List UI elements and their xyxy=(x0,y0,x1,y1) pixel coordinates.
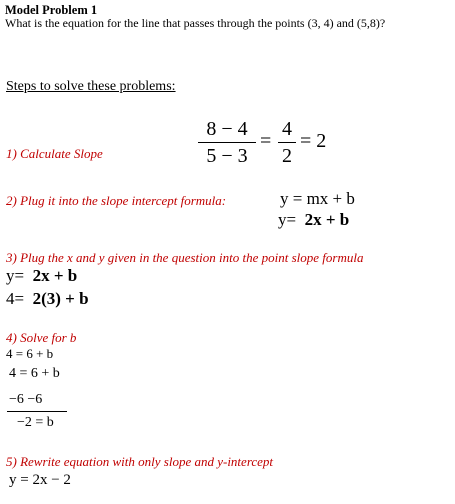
formula-y: y= xyxy=(278,210,297,229)
frac1-numerator: 8 − 4 xyxy=(206,118,248,140)
frac1-denominator: 5 − 3 xyxy=(206,145,248,167)
slope-fraction-1 xyxy=(198,118,256,167)
steps-heading: Steps to solve these problems: xyxy=(6,79,176,94)
solve-line2: 4 = 6 + b xyxy=(9,366,60,381)
frac2-numerator: 4 xyxy=(282,118,292,140)
frac2-denominator: 2 xyxy=(282,145,292,167)
point-formula-line1 xyxy=(6,266,77,286)
slope-fraction-2 xyxy=(278,118,296,167)
step1-label: 1) Calculate Slope xyxy=(6,146,103,161)
formula-with-slope xyxy=(278,210,349,230)
slope-result: = 2 xyxy=(300,130,327,152)
solve-divider xyxy=(7,411,67,412)
solve-line4: −2 = b xyxy=(17,415,54,430)
step3-label: 3) Plug the x and y given in the question into the point slope formula xyxy=(6,250,364,265)
point-formula-four: 4= xyxy=(6,289,25,308)
frac2-bar xyxy=(278,142,296,143)
solve-line1: 4 = 6 + b xyxy=(6,346,54,361)
step5-label: 5) Rewrite equation with only slope and y-intercept xyxy=(6,454,274,469)
equals-sign-1: = xyxy=(260,130,272,152)
point-formula-substituted: 2(3) + b xyxy=(32,289,89,308)
frac1-bar xyxy=(198,142,256,143)
step2-label: 2) Plug it into the slope intercept formula: xyxy=(6,193,227,208)
problem-question: What is the equation for the line that passes through the points (3, 4) and (5,8)? xyxy=(5,16,386,30)
solve-line3: −6 −6 xyxy=(9,392,43,407)
slope-intercept-formula: y = mx + b xyxy=(280,189,355,208)
final-equation: y = 2x − 2 xyxy=(9,472,71,488)
point-formula-y: y= xyxy=(6,266,25,285)
formula-slope-term: 2x + b xyxy=(304,210,350,229)
point-formula-line2 xyxy=(6,289,89,309)
point-formula-slope-term: 2x + b xyxy=(32,266,78,285)
problem-title: Model Problem 1 xyxy=(5,3,98,17)
step4-label: 4) Solve for b xyxy=(6,330,77,345)
